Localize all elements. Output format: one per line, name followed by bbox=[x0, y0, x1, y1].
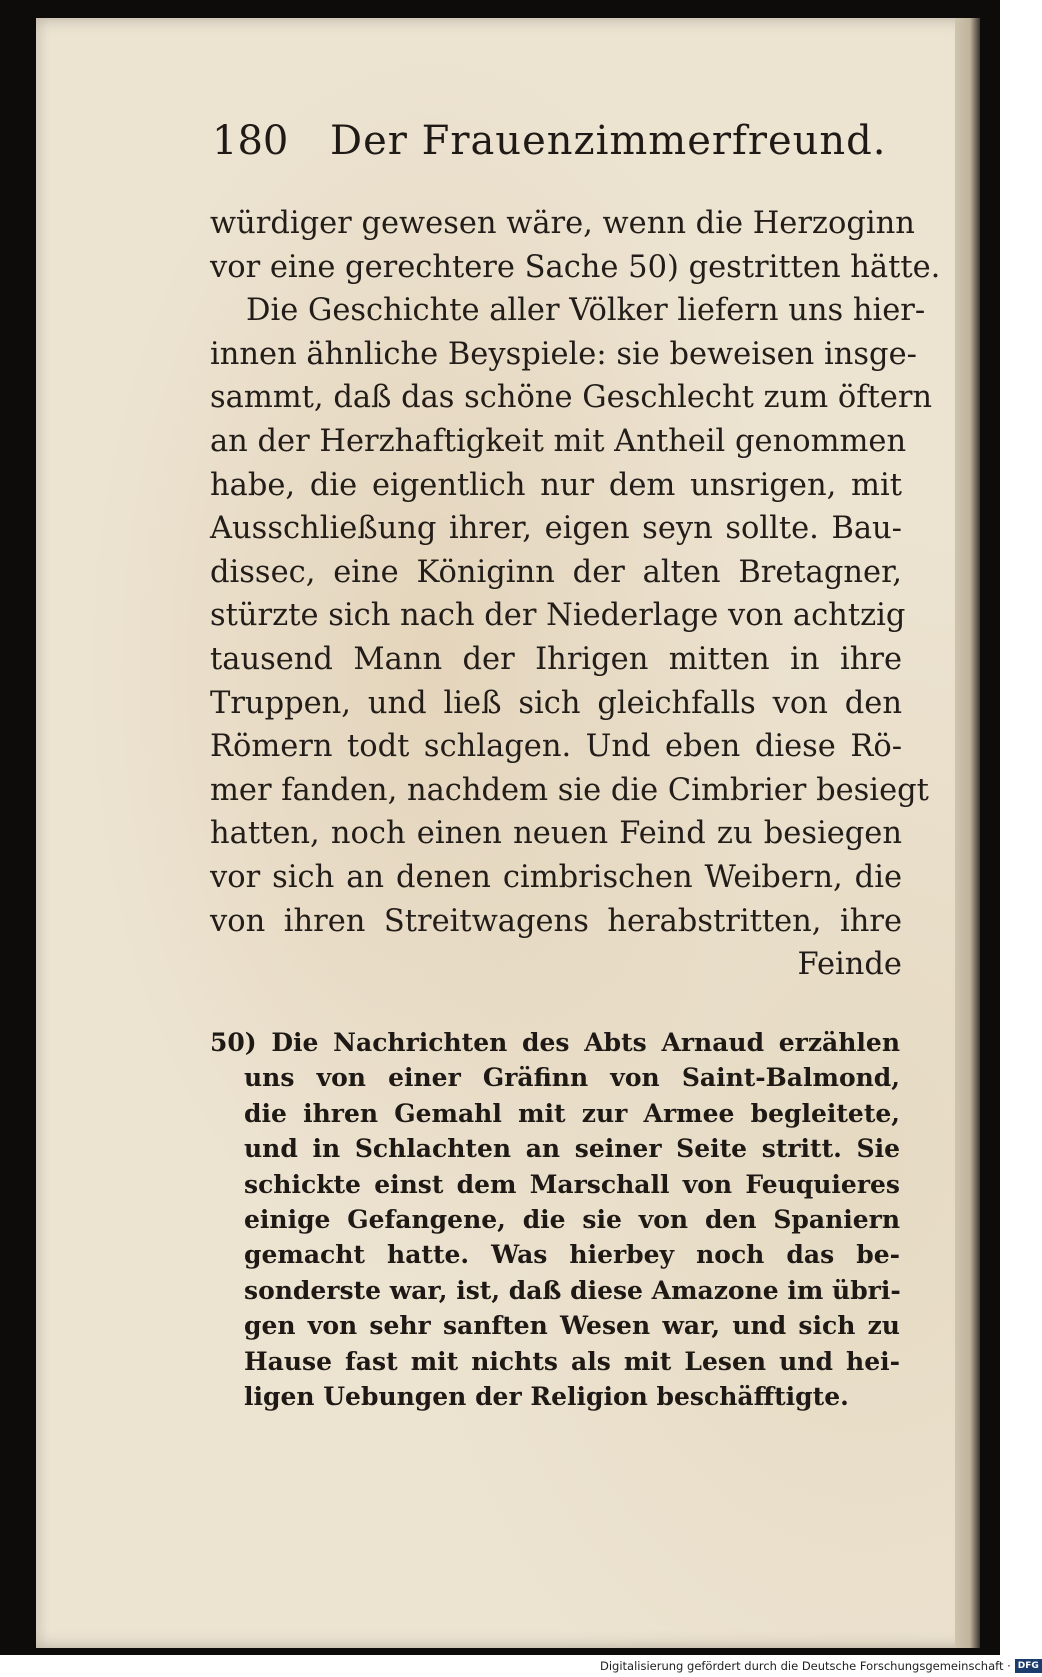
main-text bbox=[210, 202, 941, 987]
text-line: vor sich an denen cimbrischen Weibern, die bbox=[210, 859, 902, 895]
text-line: Ausschließung ihrer, eigen seyn sollte. Bau- bbox=[210, 511, 902, 547]
text-line: an der Herzhaftigkeit mit Antheil genommen bbox=[210, 423, 907, 459]
footnote-line: gemacht hatte. Was hierbey noch das be- bbox=[244, 1240, 900, 1270]
text-line: mer fanden, nachdem sie die Cimbrier besiegt bbox=[210, 772, 929, 808]
text-line: sammt, daß das schöne Geschlecht zum öftern bbox=[210, 380, 933, 416]
text-line: Die Geschichte aller Völker liefern uns hier- bbox=[246, 293, 926, 329]
page-header bbox=[212, 118, 912, 178]
running-title: Der Frauenzimmerfreund. bbox=[330, 118, 887, 164]
page-edge bbox=[955, 18, 980, 1648]
credit-text: Digitalisierung gefördert durch die Deutsche Forschungsgemeinschaft · bbox=[600, 1659, 1011, 1673]
footnote-line: sonderste war, ist, daß diese Amazone im übri- bbox=[244, 1275, 901, 1305]
footnote-line: uns von einer Gräfinn von Saint-Balmond, bbox=[244, 1063, 900, 1093]
text-line: stürzte sich nach der Niederlage von achtzig bbox=[210, 598, 906, 634]
footnote-line: gen von sehr sanften Wesen war, und sich zu bbox=[244, 1311, 900, 1341]
dfg-logo: DFG bbox=[1015, 1659, 1042, 1673]
text-line: hatten, noch einen neuen Feind zu besiegen bbox=[210, 816, 902, 852]
footnote-line: und in Schlachten an seiner Seite stritt. Sie bbox=[244, 1134, 900, 1164]
text-line: habe, die eigentlich nur dem unsrigen, mit bbox=[210, 467, 902, 503]
footnote-line: die ihren Gemahl mit zur Armee begleitete, bbox=[244, 1098, 900, 1128]
text-line: Truppen, und ließ sich gleichfalls von den bbox=[210, 685, 902, 721]
text-line: tausend Mann der Ihrigen mitten in ihre bbox=[210, 641, 902, 677]
catchword: Feinde bbox=[797, 947, 902, 983]
footnote-line: einige Gefangene, die sie von den Spaniern bbox=[244, 1204, 900, 1234]
text-line: vor eine gerechtere Sache 50) gestritten hätte. bbox=[210, 249, 941, 285]
text-line: innen ähnliche Beyspiele: sie beweisen insge- bbox=[210, 336, 917, 372]
footnote-line: Hause fast mit nichts als mit Lesen und hei- bbox=[244, 1346, 900, 1376]
text-line: Römern todt schlagen. Und eben diese Rö- bbox=[210, 729, 902, 765]
digitization-credit bbox=[600, 1657, 1042, 1675]
footnote-line: 50) Die Nachrichten des Abts Arnaud erzählen bbox=[210, 1028, 900, 1057]
footnote-line: ligen Uebungen der Religion beschäfftigte. bbox=[244, 1381, 849, 1411]
page-number: 180 bbox=[212, 118, 289, 164]
footnote-line: schickte einst dem Marschall von Feuquieres bbox=[244, 1169, 900, 1199]
text-line: von ihren Streitwagens herabstritten, ihre bbox=[210, 903, 902, 939]
footnote bbox=[210, 1025, 900, 1414]
text-line: dissec, eine Königinn der alten Bretagner, bbox=[210, 554, 902, 590]
text-line: würdiger gewesen wäre, wenn die Herzoginn bbox=[210, 206, 915, 241]
